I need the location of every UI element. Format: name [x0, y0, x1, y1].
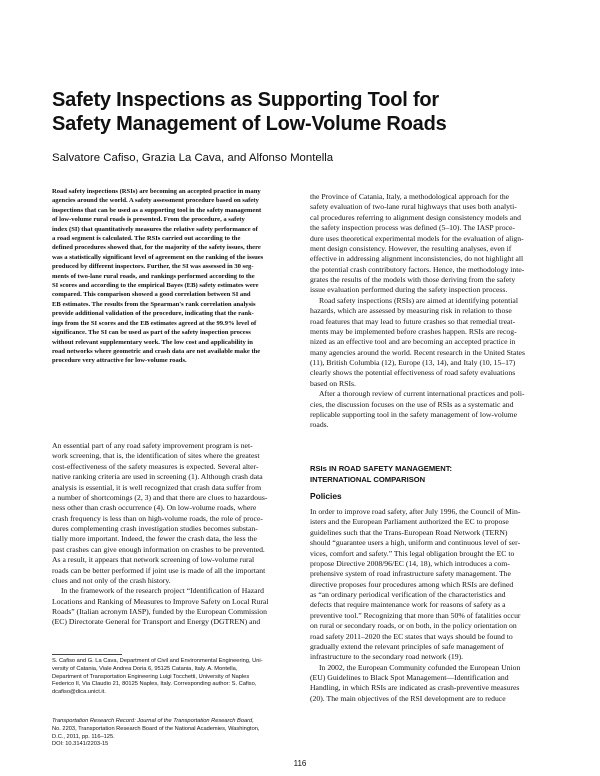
abstract-line: compared. This comparison showed a good correlation between SI and [52, 291, 251, 299]
abstract-line: ings from the SI scores and the EB estimates agreed at the 99.9% level of [52, 319, 257, 327]
abstract-line: a road segment is calculated. The RSIs carried out according to the [52, 235, 241, 243]
affiliation-line: S. Cafiso and G. La Cava, Department of Civil and Environmental Engineering, Uni- [52, 658, 263, 664]
body-line: As a result, it appears that network screening of low-volume rural [52, 555, 255, 565]
body-line: past crashes can give enough information on crashes to be prevented. [52, 544, 265, 554]
article-title [52, 88, 552, 136]
body-line: dures complementing crash investigation studies becomes substan- [52, 524, 258, 533]
abstract-line: defined procedures showed that, for the majority of the safety issues, there [52, 244, 261, 252]
body-line: nized as an effective tool and are becoming an accepted practice in [310, 337, 516, 347]
body-line: (EC) Directorate General for Transport and Energy (DGTREN) and [52, 617, 261, 627]
abstract-line: without relevant supplementary work. The low cost and applicability in [52, 338, 253, 346]
body-line: defects that require maintenance work for reasons of safety as a [310, 600, 506, 610]
body-line: After a thorough review of current international practices and poli- [319, 389, 525, 399]
body-line: on rural or secondary roads, or on both, in the policy orientation on [310, 621, 517, 631]
body-line: road features that may lead to future crashes so that remedial treat- [310, 316, 516, 326]
body-line: Handling, in which RSIs are indicated as crash-preventive measures [310, 683, 520, 693]
body-line: the Province of Catania, Italy, a methodological approach for the [310, 192, 510, 201]
body-line: cost-effectiveness of the safety measures is expected. Several alter- [52, 461, 259, 471]
body-line: Locations and Ranking of Measures to Improve Safety on Local Rural [52, 596, 269, 606]
abstract-line: inspections that can be used as a supporting tool in the safety management [52, 206, 262, 214]
body-line: grates the results of the models with those deriving from the safety [310, 275, 516, 284]
body-line: In order to improve road safety, after July 1996, the Council of Min- [310, 507, 521, 516]
body-line: infrastructure to the secondary road network (19). [310, 652, 464, 662]
body-line: should “guarantee users a high, uniform and continuous level of ser- [310, 538, 521, 548]
affiliation-line: versity of Catania, Viale Andrea Doria 6, 95125 Catania, Italy. A. Montella, [52, 665, 238, 672]
left-column-body [52, 441, 297, 628]
body-line: clues and not only of the crash history. [52, 575, 171, 585]
body-line: prehensive system of road infrastructure safety management. The [310, 569, 511, 579]
body-line: guidelines such that the Trans-European Road Network (TERN) [310, 527, 508, 537]
citation-line: D.C., 2011, pp. 116–125. [52, 733, 115, 740]
subsection-heading: Policies [310, 491, 342, 501]
body-line: ment design consistency. However, the resulting analyses, even if [310, 243, 512, 253]
body-line: as “an ordinary periodical verification of the characteristics and [310, 590, 506, 599]
affiliation-line: dcafiso@dica.unict.it. [52, 689, 106, 696]
body-line: isters and the European Parliament authorized the EC to propose [310, 517, 509, 527]
abstract-line: produced by different inspectors. Further, the SI was assessed in 30 seg- [52, 263, 254, 271]
abstract-line: index (SI) that quantitatively measures the relative safety performance of [52, 225, 258, 233]
body-line: hazards, which are assessed by measuring risk in relation to those [310, 306, 512, 316]
title-line: Safety Inspections as Supporting Tool for [52, 89, 440, 111]
body-line: (11), British Columbia (12), Europe (13, 14), and Italy (10, 15–17) [310, 358, 516, 367]
body-line: propose Directive 2008/96/EC (14, 18), which introduces a com- [310, 558, 510, 568]
abstract-line: EB estimates. The results from the Spearman's rank correlation analysis [52, 300, 256, 308]
section-heading-line: INTERNATIONAL COMPARISON [310, 475, 426, 484]
body-line: cies, the discussion focuses on the use of RSIs as a systematic and [310, 399, 514, 409]
body-line: gradually extend the relevant principles of safe management of [310, 641, 504, 651]
body-line: Road safety inspections (RSIs) are aimed at identifying potential [319, 295, 518, 305]
affiliation-line: Department of Transportation Engineering Luigi Tocchetti, University of Naples [52, 673, 250, 680]
abstract-line: agencies around the world. A safety assessment procedure based on safety [52, 197, 259, 205]
body-line: roads can be better performed if joint use is made of all the important [52, 565, 266, 575]
body-line: (20). The main objectives of the RSI development are to reduce [310, 693, 506, 703]
body-line: cal procedures referring to alignment design consistency models and [310, 212, 521, 222]
body-line: work screening, that is, the identification of sites where the greatest [52, 451, 260, 461]
abstract-line: Road safety inspections (RSIs) are becoming an accepted practice in many [52, 188, 261, 195]
journal-citation [52, 718, 297, 749]
abstract-line: road networks where geometric and crash data are not available make the [52, 347, 261, 355]
right-column-body-policies [310, 507, 555, 704]
footnote-divider [52, 654, 122, 655]
body-line: many agencies around the world. Recent research in the United States [310, 347, 525, 357]
abstract-line: of low-volume rural roads is presented. From the procedure, a safety [52, 216, 245, 224]
body-line: An essential part of any road safety improvement program is net- [52, 441, 253, 450]
body-line: ness other than crash occurrence (4). On low-volume roads, where [52, 503, 257, 513]
body-line: road safety 2011–2020 the EC states that ways should be found to [310, 631, 513, 641]
abstract-line: significance. The SI can be used as part of the safety inspection process [52, 329, 251, 337]
body-line: analysis is essential, it is well recognized that crash data suffer from [52, 482, 262, 492]
body-line: the safety inspection process was defined (5–10). The IASP proce- [310, 223, 515, 233]
body-line: replicable supporting tool in the safety management of low-volume [310, 409, 518, 419]
body-line: tially more important. Indeed, the fewer the crash data, the less the [52, 534, 257, 544]
right-column-body [310, 192, 555, 431]
body-line: based on RSIs. [310, 378, 356, 388]
body-line: ments may be implemented before crashes happen. RSIs are recog- [310, 326, 517, 336]
abstract-line: SI scores and according to the empirical Bayes (EB) safety estimates were [52, 282, 259, 290]
body-line: crash frequency is less than on high-volume roads, the role of proce- [52, 513, 263, 523]
abstract-line: ments of two-lane rural roads, and rankings performed according to the [52, 272, 255, 280]
section-heading [310, 463, 555, 485]
author-affiliation [52, 658, 297, 697]
abstract-line: was a statistically significant level of agreement on the ranking of the issues [52, 253, 264, 261]
abstract [52, 187, 292, 366]
author-list: Salvatore Cafiso, Grazia La Cava, and Alfonso Montella [52, 152, 334, 164]
body-line: a number of shortcomings (2, 3) and that there are clues to hazardous- [52, 492, 268, 502]
body-line: safety evaluation of two-lane rural highways that uses both analyti- [310, 202, 517, 212]
body-line: roads. [310, 420, 329, 430]
body-line: native ranking criteria are used in screening (1). Although crash data [52, 472, 263, 482]
body-line: (EU) Guidelines to Black Spot Management—Identification and [310, 673, 509, 682]
body-line: preventive tool.” Recognizing that more than 50% of fatalities occur [310, 610, 521, 620]
title-line: Safety Management of Low-Volume Roads [52, 113, 447, 135]
page-number: 116 [293, 759, 307, 768]
body-line: effective in addressing alignment inconsistencies, do not highlight all [310, 254, 524, 264]
body-line: Roads” (Italian acronym IASP), funded by the European Commission [52, 607, 267, 616]
body-line: In the framework of the research project “Identification of Hazard [61, 586, 264, 596]
body-line: the potential crash contributory factors. Hence, the methodology inte- [310, 264, 525, 274]
section-heading-line: RSIs IN ROAD SAFETY MANAGEMENT: [310, 464, 453, 473]
body-line: dure uses theoretical experimental models for the evaluation of align- [310, 233, 524, 243]
body-line: directive proposes four procedures among which RSIs are defined [310, 579, 514, 589]
doi-line: DOI: 10.3141/2203-15 [52, 741, 109, 748]
citation-line: Transportation Research Record: Journal of the Transportation Research Board, [52, 718, 254, 724]
body-line: issue evaluation performed during the safety inspection process. [310, 285, 508, 295]
abstract-line: provide additional validation of the procedure, indicating that the rank- [52, 310, 254, 318]
affiliation-line: Federico II, Via Claudio 21, 80125 Naples, Italy. Corresponding author: S. Cafiso, [52, 681, 257, 688]
abstract-line: procedure very attractive for low-volume roads. [52, 357, 187, 365]
body-line: vices, comfort and safety.” This legal obligation brought the EC to [310, 548, 515, 558]
citation-line: No. 2203, Transportation Research Board of the National Academies, Washington, [52, 725, 260, 732]
body-line: In 2002, the European Community cofunded the European Union [319, 662, 521, 672]
body-line: clearly shows the potential effectiveness of road safety evaluations [310, 368, 516, 378]
